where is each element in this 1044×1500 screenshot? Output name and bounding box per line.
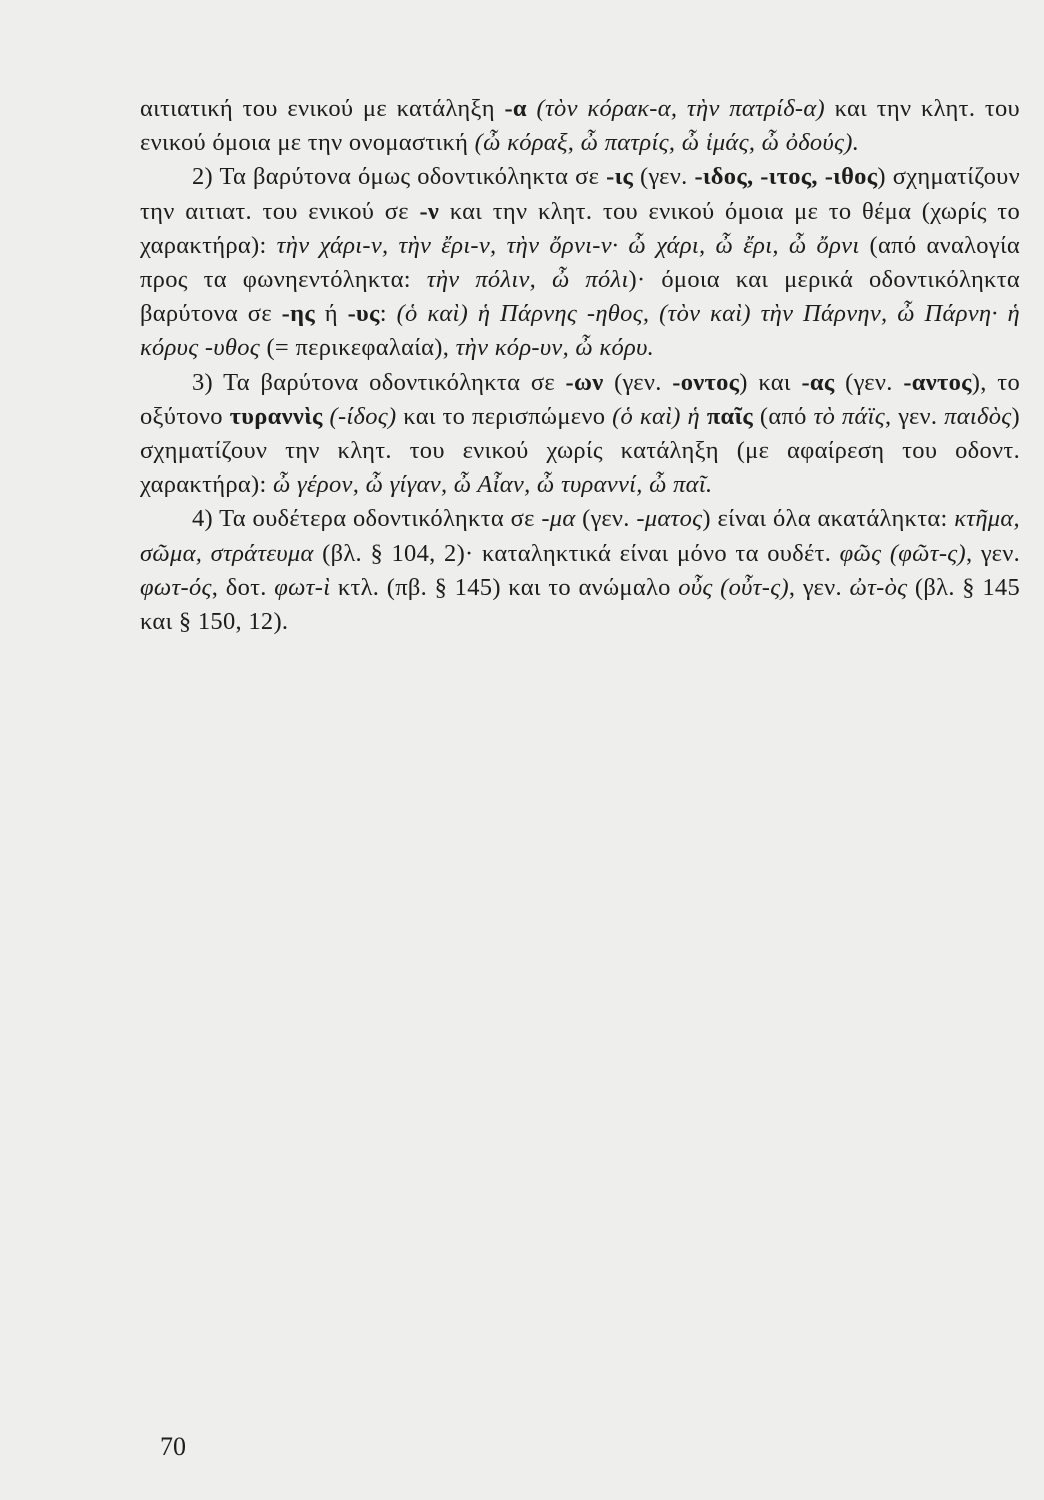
bold-text: -α <box>504 95 527 122</box>
text-run: 4) Τα ουδέτερα οδοντικόληκτα σε <box>192 505 542 533</box>
italic-text: (τὸν κόρακ-α, τὴν πατρίδ-α) <box>526 95 825 122</box>
bold-text: -ης <box>281 300 315 328</box>
body-text <box>140 92 1020 639</box>
bold-text: -ις <box>606 163 634 191</box>
italic-text: (ὁ καὶ) ἡ Πάρνης -ηθος, (τὸν καὶ) τὴν Πάρνην, ὦ Πάρνη· ἡ κόρυς -υθος <box>140 300 1021 362</box>
italic-text: (ὁ καὶ) ἡ <box>612 402 700 430</box>
text-run: (από αναλογία προς τα φωνηεντόληκτα: <box>140 231 1020 294</box>
italic-text: τὴν κόρ-υν, ὦ κόρυ. <box>455 334 655 362</box>
italic-text: παιδὸς <box>944 402 1012 430</box>
text-run: κτλ. (πβ. § 145) και το ανώμαλο <box>330 573 679 601</box>
bold-text: -αντος <box>903 368 972 396</box>
paragraph-continuation <box>140 92 1020 160</box>
text-run: ) είναι όλα ακατάληκτα: <box>702 505 955 533</box>
text-run: 2) Τα βαρύτονα όμως οδοντικόληκτα σε <box>192 163 607 191</box>
bold-text: τυραννὶς <box>229 402 323 430</box>
text-run: ) και <box>739 368 802 396</box>
text-run: 3) Τα βαρύτονα οδοντικόληκτα σε <box>192 368 566 396</box>
text-run: (γεν. <box>603 368 673 396</box>
text-run: και την κλητ. του ενικού όμοια με το θέμα (χωρίς το χαρακτήρα): <box>140 197 1021 259</box>
text-run: , γεν. <box>966 539 1021 567</box>
bold-text: -ων <box>565 368 604 396</box>
paragraph-3 <box>140 366 1020 503</box>
text-run: ), το οξύτονο <box>140 368 1020 430</box>
text-run: (βλ. § 104, 2)· καταληκτικά είναι μόνο τα ουδέτ. <box>313 539 840 567</box>
italic-text: φωτ-ός <box>140 573 212 601</box>
italic-text: ὦ γέρον, ὦ γίγαν, ὦ Αἶαν, ὦ τυραννί, ὦ παῖ. <box>273 471 713 499</box>
text-run: (γεν. <box>575 505 637 533</box>
text-run: (βλ. § 145 και § 150, 12). <box>140 573 1020 636</box>
text-run: )· όμοια και μερικά οδοντικόληκτα βαρύτονα σε <box>140 266 1020 328</box>
text-run: , δοτ. <box>211 573 275 601</box>
text-run: και το περισπώμενο <box>396 402 613 430</box>
italic-text: ὠτ-ὸς <box>849 573 908 601</box>
bold-text: -υς <box>347 300 380 328</box>
text-run: (γεν. <box>633 163 695 191</box>
text-run: και την κλητ. του ενικού όμοια με την ονομαστική <box>140 95 1020 157</box>
italic-text: οὖς (οὖτ-ς) <box>678 573 789 601</box>
page-number: 70 <box>160 1432 186 1461</box>
text-run: (= περικεφαλαία), <box>260 334 456 362</box>
text-run: , γεν. <box>885 402 945 430</box>
italic-text: (-ίδος) <box>322 402 397 430</box>
bold-text: -ν <box>419 197 440 225</box>
italic-text: φωτ-ὶ <box>274 573 331 601</box>
italic-text: -ματος <box>636 505 703 533</box>
italic-text: -μα <box>541 505 576 533</box>
text-run: : <box>379 300 397 328</box>
text-run: , γεν. <box>788 573 850 601</box>
italic-text: φῶς (φῶτ-ς) <box>839 539 966 567</box>
bold-text: -ας <box>801 368 835 396</box>
text-run: (γεν. <box>834 368 904 396</box>
italic-text: τὴν πόλιν, ὦ πόλι <box>426 266 629 294</box>
text-run <box>700 403 707 430</box>
bold-text: -οντος <box>672 368 740 396</box>
paragraph-4 <box>140 502 1020 639</box>
bold-text: παῖς <box>706 402 754 430</box>
text-run: (από <box>753 402 814 430</box>
bold-text: -ιδος, -ιτος, -ιθος <box>694 163 878 191</box>
italic-text: τὸ πάϊς <box>813 402 886 430</box>
italic-text: τὴν χάρι-ν, τὴν ἔρι-ν, τὴν ὄρνι-ν· ὦ χάρι, ὦ ἔρι, ὦ ὄρνι <box>276 231 860 259</box>
text-run: ) σχηματίζουν την κλητ. του ενικού χωρίς κατάληξη (με αφαίρεση του οδοντ. χαρακτήρα): <box>140 402 1020 499</box>
text-run: αιτιατική του ενικού με κατάληξη <box>140 95 505 122</box>
italic-text: κτῆμα, σῶμα, στράτευμα <box>140 505 1020 567</box>
text-run: ) σχηματίζουν την αιτιατ. του ενικού σε <box>140 163 1020 225</box>
text-run: ή <box>314 300 348 328</box>
italic-text: (ὦ κόραξ, ὦ πατρίς, ὦ ἱμάς, ὦ ὀδούς). <box>474 129 860 157</box>
paragraph-2 <box>140 160 1020 365</box>
